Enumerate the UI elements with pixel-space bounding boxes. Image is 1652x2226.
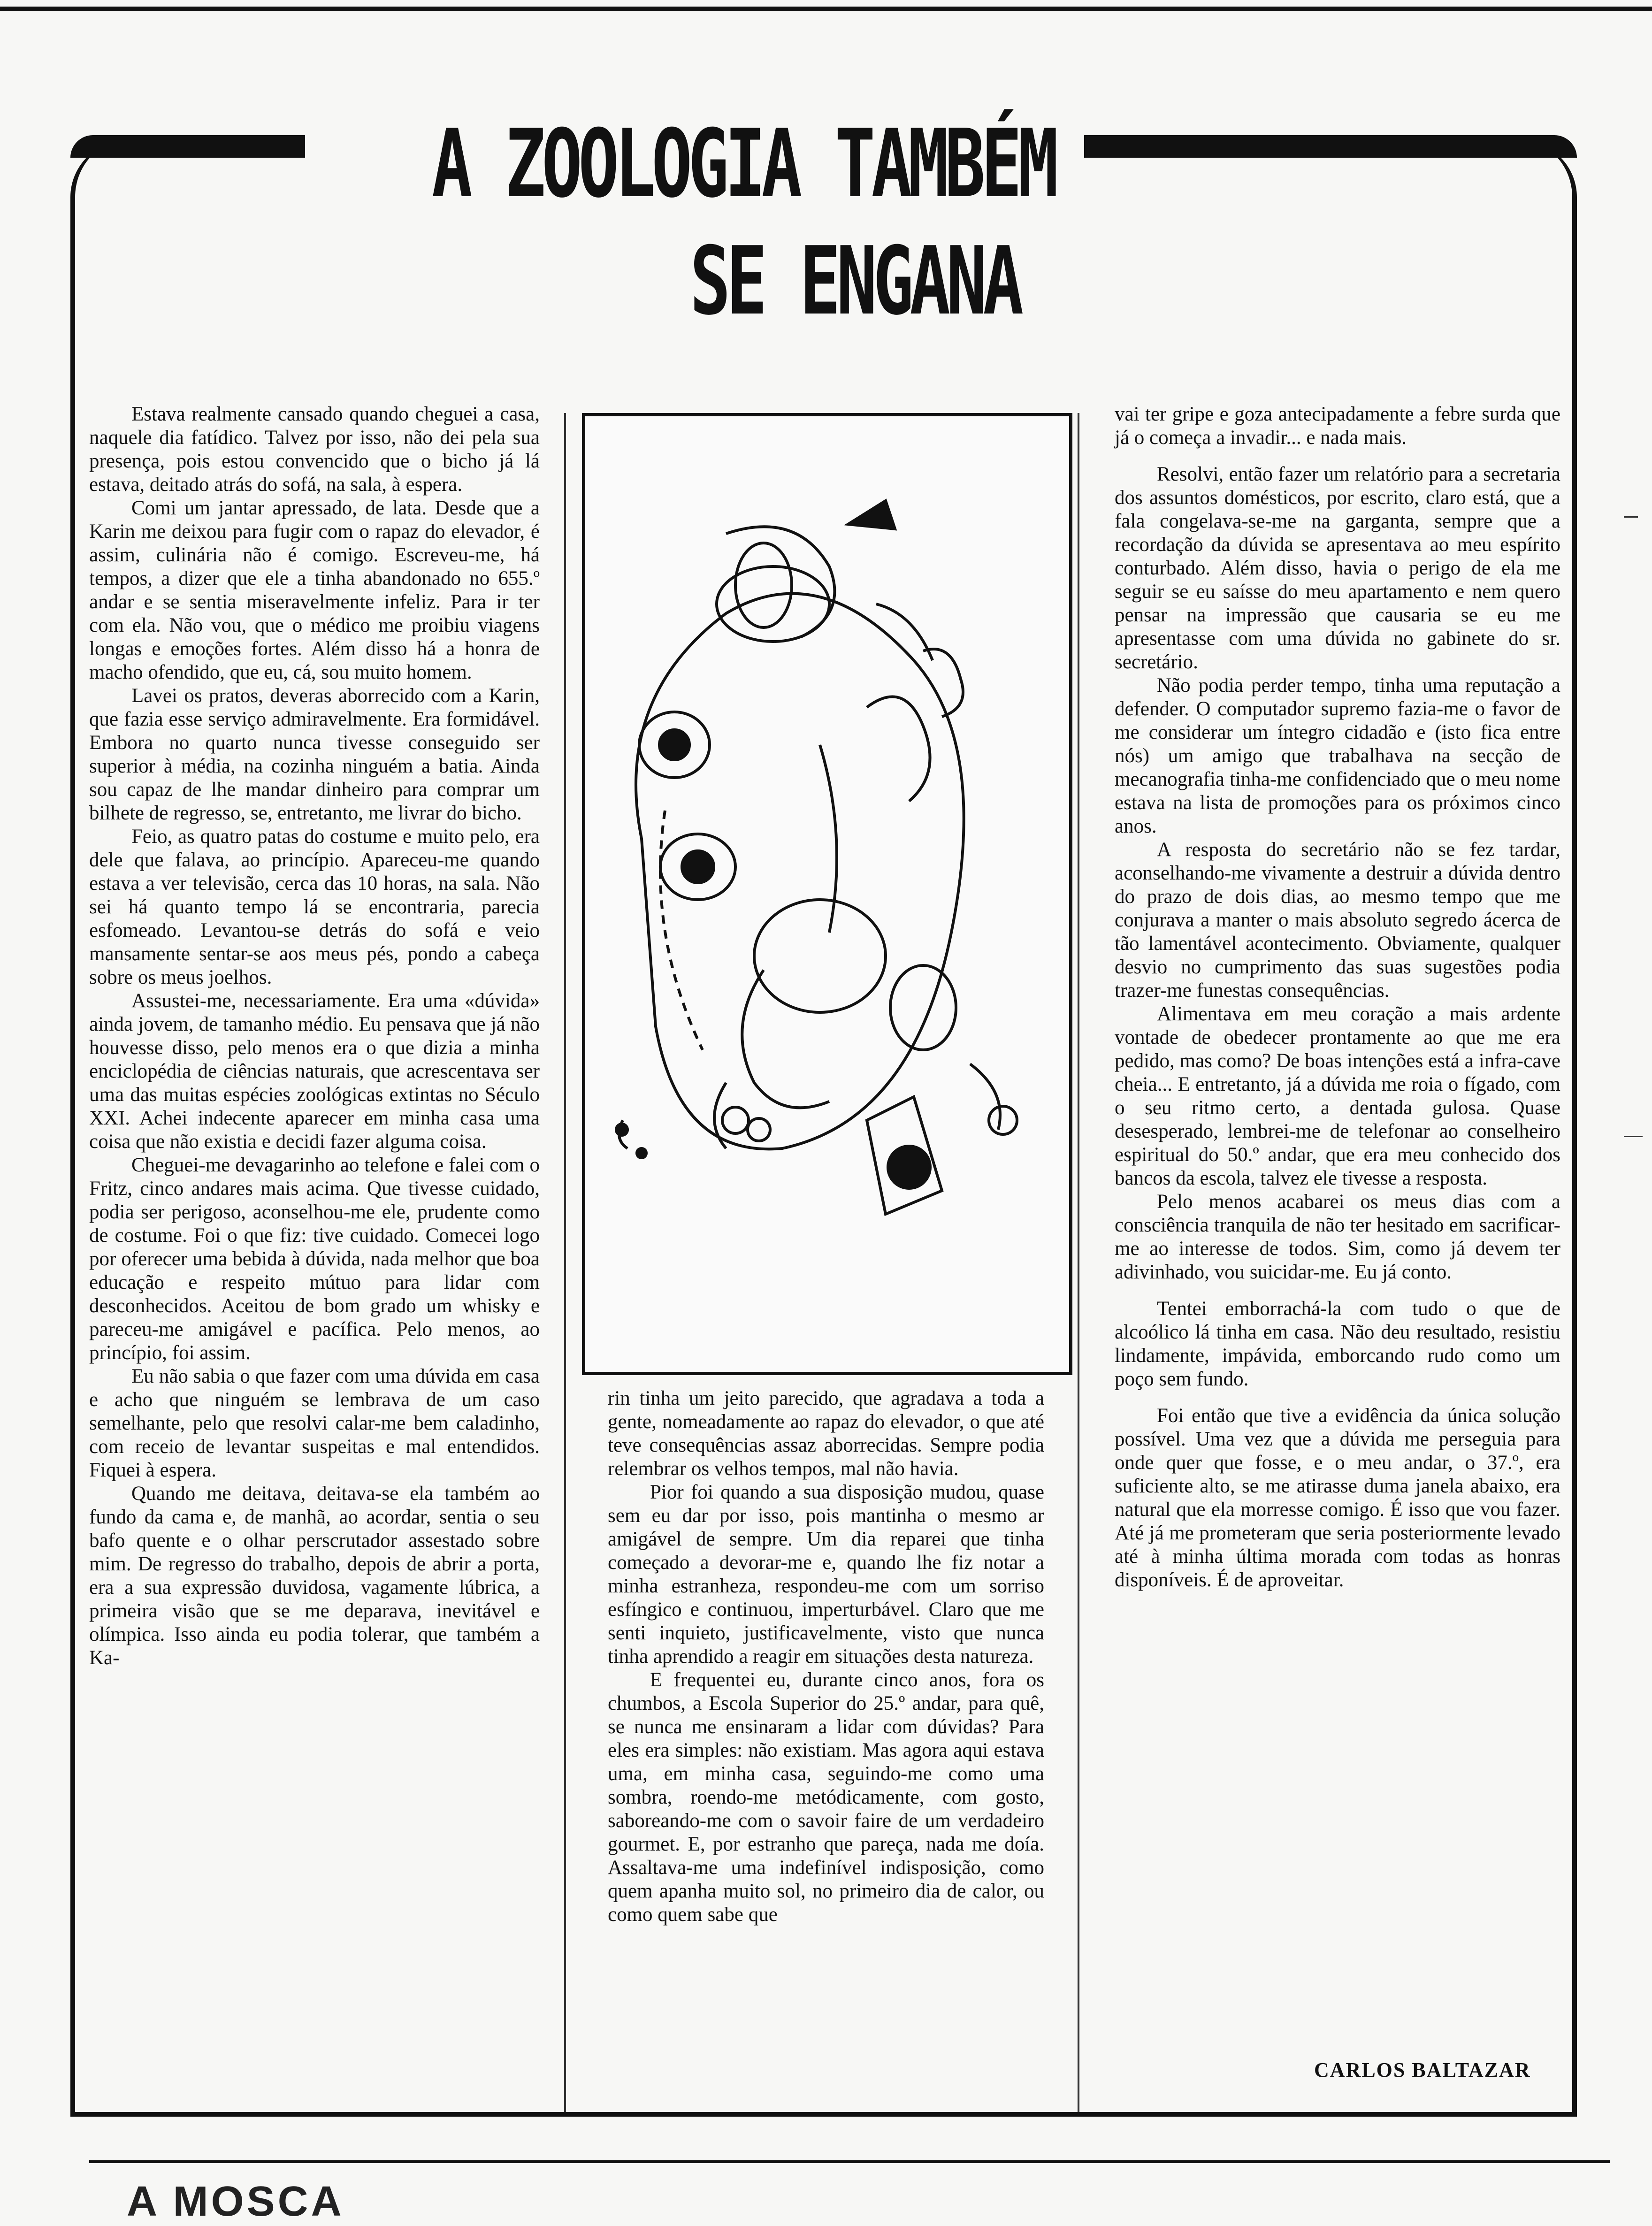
bottom-rule (89, 2160, 1610, 2163)
headline-line-1: A ZOOLOGIA TAMBÉM (432, 109, 1055, 219)
paragraph: Assustei-me, necessariamente. Era uma «dúvida» ainda jovem, de tamanho médio. Eu pensava que já não houvesse disso, pelo menos era o que dizia a minha enciclopédia de ciências naturais, que acrescentava ser uma das muitas espécies zoológicas extintas no Século XXI. Achei indecente aparecer em minha casa uma coisa que não existia e decidi fazer alguma coisa. (89, 990, 540, 1153)
paragraph: E frequentei eu, durante cinco anos, fora os chumbos, a Escola Superior do 25.º andar, para quê, se nunca me ensinaram a lidar com dúvidas? Para eles era simples: não existiam. Mas agora aqui estava uma, em minha casa, seguindo-me como uma sombra, roendo-me metódicamente, com gosto, saboreando-me com o savoir faire de um verdadeiro gourmet. E, por estranho que pareça, nada me doía. Assaltava-me uma indefinível indisposição, como quem apanha muito sol, no primeiro dia de calor, ou como quem sabe que (608, 1669, 1044, 1926)
paragraph: Pelo menos acabarei os meus dias com a consciência tranquila de não ter hesitado em sacrificar-me ao interesse de todos. Sim, como já devem ter adivinhado, vou suicidar-me. Eu já conto. (1115, 1191, 1560, 1283)
paragraph: Foi então que tive a evidência da única solução possível. Uma vez que a dúvida me perseguia para onde quer que fosse, e o meu andar, o 37.º, era suficiente alto, se me atirasse duma janela abaixo, era natural que ela morresse comigo. É isso que vou fazer. Até já me prometeram que seria posteriormente levado até à minha última morada com todas as honras disponíveis. É de aproveitar. (1115, 1405, 1560, 1591)
paragraph: Comi um jantar apressado, de lata. Desde que a Karin me deixou para fugir com o rapaz do elevador, é assim, culinária não é comigo. Escreveu-me, há tempos, a dizer que ele a tinha abandonado no 655.º andar e se sentia miseravelmente infeliz. Para ir ter com ela. Não vou, que o médico me proibiu viagens longas e emoções fortes. Além disso há a honra de macho ofendido, que eu, cá, sou muito homem. (89, 497, 540, 683)
article-column-1 (89, 403, 540, 1670)
paragraph: Estava realmente cansado quando cheguei a casa, naquele dia fatídico. Talvez por isso, não dei pela sua presença, pois estou convencido que o bicho já lá estava, deitado atrás do sofá, na sala, à espera. (89, 403, 540, 496)
paragraph: Não podia perder tempo, tinha uma reputação a defender. O computador supremo fazia-me o favor de me considerar um íntegro cidadão e (isto fica entre nós) um amigo que trabalhava na secção de mecanografia tinha-me confidenciado que o meu nome estava na lista de promoções para os próximos cinco anos. (1115, 674, 1560, 837)
margin-mark (1624, 1136, 1643, 1137)
paragraph: Pior foi quando a sua disposição mudou, quase sem eu dar por isso, pois mantinha o mesmo ar amigável de sempre. Um dia reparei que tinha começado a devorar-me e, quando lhe fiz notar a minha estranheza, respondeu-me com um sorriso esfíngico e continuou, imperturbável. Claro que me senti inquieto, justificavelmente, visto que nunca tinha aprendido a reagir em situações desta natureza. (608, 1481, 1044, 1668)
illustration-frame (582, 413, 1072, 1375)
paragraph: Cheguei-me devagarinho ao telefone e falei com o Fritz, cinco andares mais acima. Que tivesse cuidado, podia ser perigoso, aconselhou-me ele, prudente como de costume. Foi o que fiz: tive cuidado. Comecei logo por oferecer uma bebida à dúvida, nada melhor que boa educação e respeito mútuo para lidar com desconhecidos. Aceitou de bom grado um whisky e pareceu-me amigável e pacífica. Pelo menos, ao princípio, foi assim. (89, 1154, 540, 1364)
article-column-3 (1115, 403, 1560, 1592)
frame-corner-right (1084, 135, 1577, 158)
headline-line-2: SE ENGANA (690, 227, 1020, 336)
paragraph: Alimentava em meu coração a mais ardente vontade de obedecer prontamente ao que me era pedido, mas como? De boas intenções está a infra-cave cheia... E entretanto, já a dúvida me roia o fígado, com o seu ritmo certo, a dentada gulosa. Quase desesperado, lembrei-me de telefonar ao conselheiro espiritual do 50.º andar, que era meu conhecido dos bancos da escola, talvez ele tivesse a resposta. (1115, 1003, 1560, 1189)
paragraph: Eu não sabia o que fazer com uma dúvida em casa e acho que ninguém se lembrava de um caso semelhante, pelo que resolvi calar-me bem caladinho, com receio de levantar suspeitas e mal entendidos. Fiquei à espera. (89, 1365, 540, 1481)
column-rule-left (564, 413, 566, 2112)
paragraph: Feio, as quatro patas do costume e muito pelo, era dele que falava, ao princípio. Apareceu-me quando estava a ver televisão, cerca das 10 horas, na sala. Não sei há quanto tempo lá se encontraria, parecia esfomeado. Levantou-se detrás do sofá e veio mansamente sentar-se aos meus pés, pondo a cabeça sobre os meus joelhos. (89, 826, 540, 988)
paragraph: Lavei os pratos, deveras aborrecido com a Karin, que fazia esse serviço admiravelmente. Era formidável. Embora no quarto nunca tivesse conseguido ser superior à média, na cozinha ninguém a batia. Ainda sou capaz de lhe mandar dinheiro para comprar um bilhete de regresso, se, entretanto, me livrar do bicho. (89, 685, 540, 824)
margin-mark (1624, 516, 1638, 518)
surreal-creature-illustration-icon (585, 416, 1069, 1372)
paragraph: Tentei emborrachá-la com tudo o que de alcoólico lá tinha em casa. Não deu resultado, resistiu lindamente, impávida, emborcando rudo como um poço sem fundo. (1115, 1298, 1560, 1390)
byline: CARLOS BALTAZAR (1314, 2058, 1531, 2081)
paragraph: Quando me deitava, deitava-se ela também ao fundo da cama e, de manhã, ao acordar, sentia o seu bafo quente e o olhar perscrutador assestado sobre mim. De regresso do trabalho, depois de abrir a porta, era a sua expressão duvidosa, vagamente lúbrica, a primeira visão que se me deparava, inevitável e olímpica. Isso ainda eu podia tolerar, que também a Ka- (89, 1483, 540, 1669)
paragraph: A resposta do secretário não se fez tardar, aconselhando-me vivamente a destruir a dúvida dentro do prazo de dois dias, ao mesmo tempo que me conjurava a manter o mais absoluto segredo ácerca de tão lamentável acontecimento. Obviamente, qualquer desvio no cumprimento das suas sugestões podia trazer-me funestas consequências. (1115, 839, 1560, 1002)
publication-footer: A MOSCA (127, 2178, 344, 2225)
top-rule (0, 7, 1652, 11)
paragraph: Resolvi, então fazer um relatório para a secretaria dos assuntos domésticos, por escrito, claro está, que a fala congelava-se-me na garganta, sempre que a recordação da dúvida se apresentava ao meu espírito conturbado. Além disso, havia o perigo de ela me seguir se eu saísse do meu apartamento e nem quero pensar na impressão que causaria se eu me apresentasse com uma dúvida no gabinete do sr. secretário. (1115, 463, 1560, 673)
frame-corner-left (70, 135, 305, 158)
article-column-2 (608, 1387, 1044, 1927)
column-rule-right (1078, 413, 1079, 2112)
paragraph: rin tinha um jeito parecido, que agradava a toda a gente, nomeadamente ao rapaz do elevador, o que até teve consequências assaz aborrecidas. Sempre podia relembrar os velhos tempos, mal não havia. (608, 1387, 1044, 1480)
paragraph: vai ter gripe e goza antecipadamente a febre surda que já o começa a invadir... e nada mais. (1115, 403, 1560, 449)
